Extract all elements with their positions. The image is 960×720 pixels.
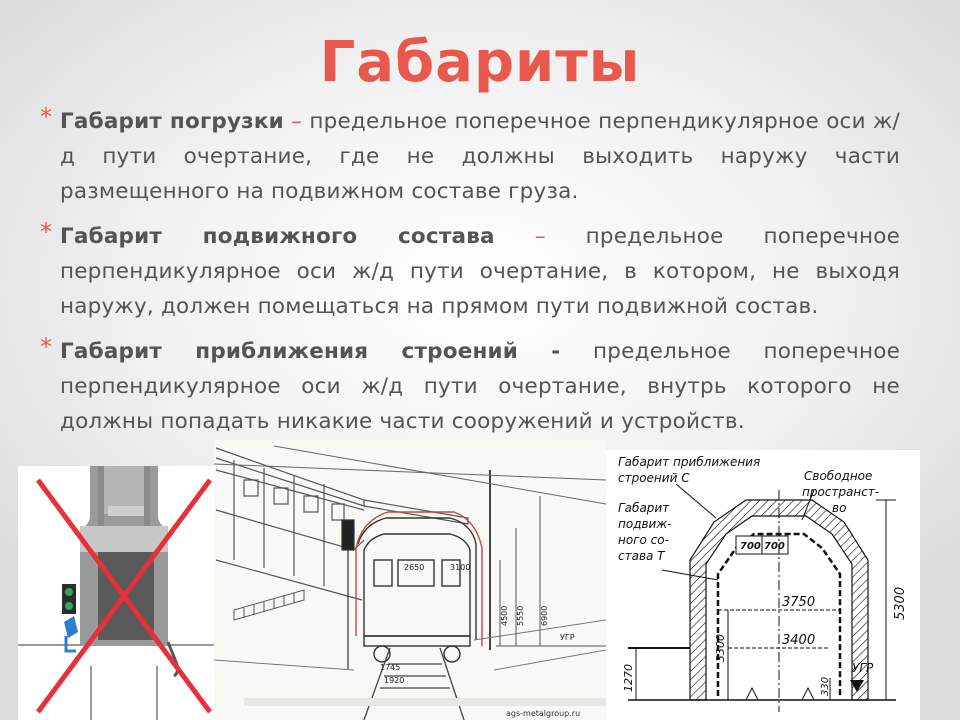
dim-3750: 3750 [782,595,816,610]
definition-rolling-stock-gauge [40,219,900,324]
dim-1745: 1745 [380,663,401,672]
bullet-star-icon: * [40,218,53,246]
definitions-list [40,104,900,449]
dim-3400: 3400 [782,633,816,648]
label-structure-gauge-line2: строений С [618,471,690,485]
dim-5550: 5550 [516,605,525,626]
crossed-wagon-illustration [18,466,214,720]
dim-6900: 6900 [540,605,549,626]
label-free-space-line1: Свободное [804,469,873,483]
definition-term: Габарит погрузки [60,109,284,134]
watermark: ags-metalgroup.ru [506,709,581,718]
label-rolling-gauge-line4: става Т [618,549,665,563]
definition-dash: – [494,224,586,249]
definition-dash: – [283,109,310,134]
definition-text: предельное поперечное перпендикулярное оси ж/д пути очертание, внутрь которого не должны попадать никакие части сооружений и устройств. [60,339,900,434]
dim-3300: 3300 [714,634,727,662]
definition-loading-gauge [40,104,900,209]
label-rolling-gauge-line1: Габарит [618,501,670,515]
dim-1920: 1920 [384,676,405,685]
label-free-space-line2: пространст- [802,485,880,499]
bullet-star-icon: * [40,103,53,131]
dim-5300: 5300 [893,586,908,620]
dim-1270: 1270 [622,664,635,692]
bullet-star-icon: * [40,333,53,361]
ugr-label: УГР [852,661,874,675]
gauge-cross-section-drawing [606,450,920,720]
label-free-space-line3: во [832,501,847,515]
definition-dash [560,339,593,364]
ugr-label: УГР [560,633,575,642]
train-at-platform-drawing [214,440,606,720]
dim-700-left: 700 [740,541,761,552]
definition-term: Габарит приближения строений - [60,339,561,364]
dim-2650: 2650 [404,563,425,572]
dim-3100: 3100 [450,563,471,572]
definition-structure-gauge [40,334,900,439]
page-title: Габариты [319,30,641,95]
dim-700-right: 700 [764,541,785,552]
station-clearance-sketch [214,440,606,720]
dim-4500: 4500 [500,605,509,626]
definition-term: Габарит подвижного состава [60,224,495,249]
gauge-cross-section-figure [606,450,920,720]
dim-330: 330 [820,676,831,696]
crossed-out-loading-figure [18,466,214,720]
label-rolling-gauge-line2: подвиж- [618,517,672,531]
label-structure-gauge-line1: Габарит приближения [618,455,761,469]
definition-text: предельное поперечное перпендикулярное оси ж/д пути очертание, в котором, не выходя наружу, должен помещаться на прямом пути подвижной состав. [60,224,901,319]
definition-text: предельное поперечное перпендикулярное оси ж/д пути очертание, где не должны выходить наружу части размещенного на подвижном составе груза. [60,109,900,204]
label-rolling-gauge-line3: ного со- [618,533,669,547]
